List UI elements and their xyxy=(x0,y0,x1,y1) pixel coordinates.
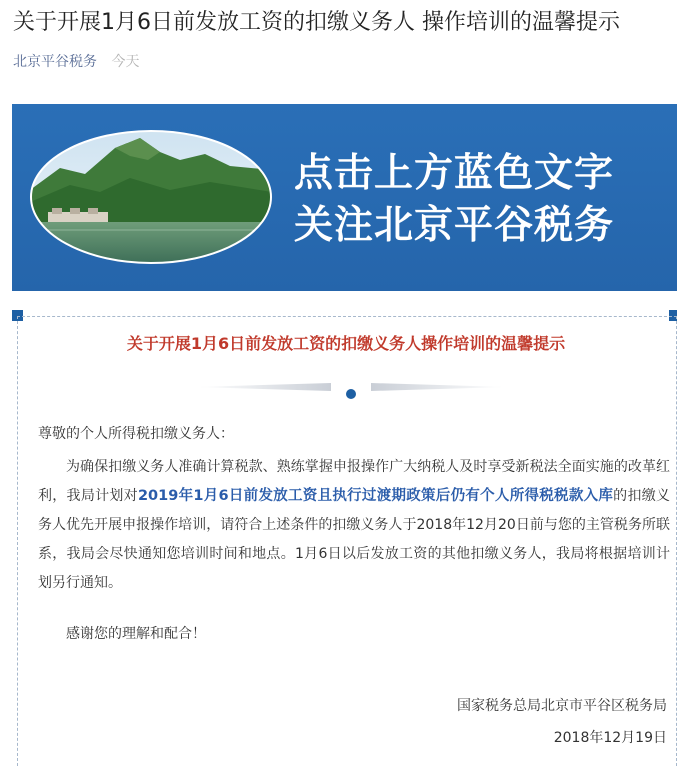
banner-line-2: 关注北京平谷税务 xyxy=(294,203,615,248)
article-meta xyxy=(13,53,139,71)
signature-org: 国家税务总局北京市平谷区税务局 xyxy=(457,698,667,714)
paragraph-text-part1: 为确保扣缴义务人准确计算税款、熟练掌握申报操作广大纳税人及时享受新税法全面实施的改革红利，我局计划对 xyxy=(38,459,670,504)
section-title: 关于开展1月6日前发放工资的扣缴义务人操作培训的温馨提示 xyxy=(126,334,566,353)
paragraph-text-part2: 的扣缴义务人优先开展申报操作培训，请符合上述条件的扣缴义务人于2018年12月20日前与您的主管税务所联系，我局会尽快通知您培训时间和地点。1月6日以后发放工资的其他扣缴义务人，我局将根据培训计划另行通知。 xyxy=(38,488,671,591)
thanks-text: 感谢您的理解和配合！ xyxy=(66,626,206,642)
main-paragraph xyxy=(38,453,670,598)
banner-line-1: 点击上方蓝色文字 xyxy=(294,151,615,196)
account-name-link[interactable]: 北京平谷税务 xyxy=(13,54,97,70)
post-date: 今天 xyxy=(111,54,140,70)
highlight-text: 2019年1月6日前发放工资且执行过渡期政策后仍有个人所得税税款入库 xyxy=(137,488,614,504)
salutation: 尊敬的个人所得税扣缴义务人： xyxy=(38,426,234,442)
signature-date: 2018年12月19日 xyxy=(553,730,667,746)
title-divider xyxy=(196,380,506,406)
article-title: 关于开展1月6日前发放工资的扣缴义务人 操作培训的温馨提示 xyxy=(13,10,620,35)
follow-banner[interactable] xyxy=(12,104,677,291)
landscape-photo xyxy=(30,130,272,264)
